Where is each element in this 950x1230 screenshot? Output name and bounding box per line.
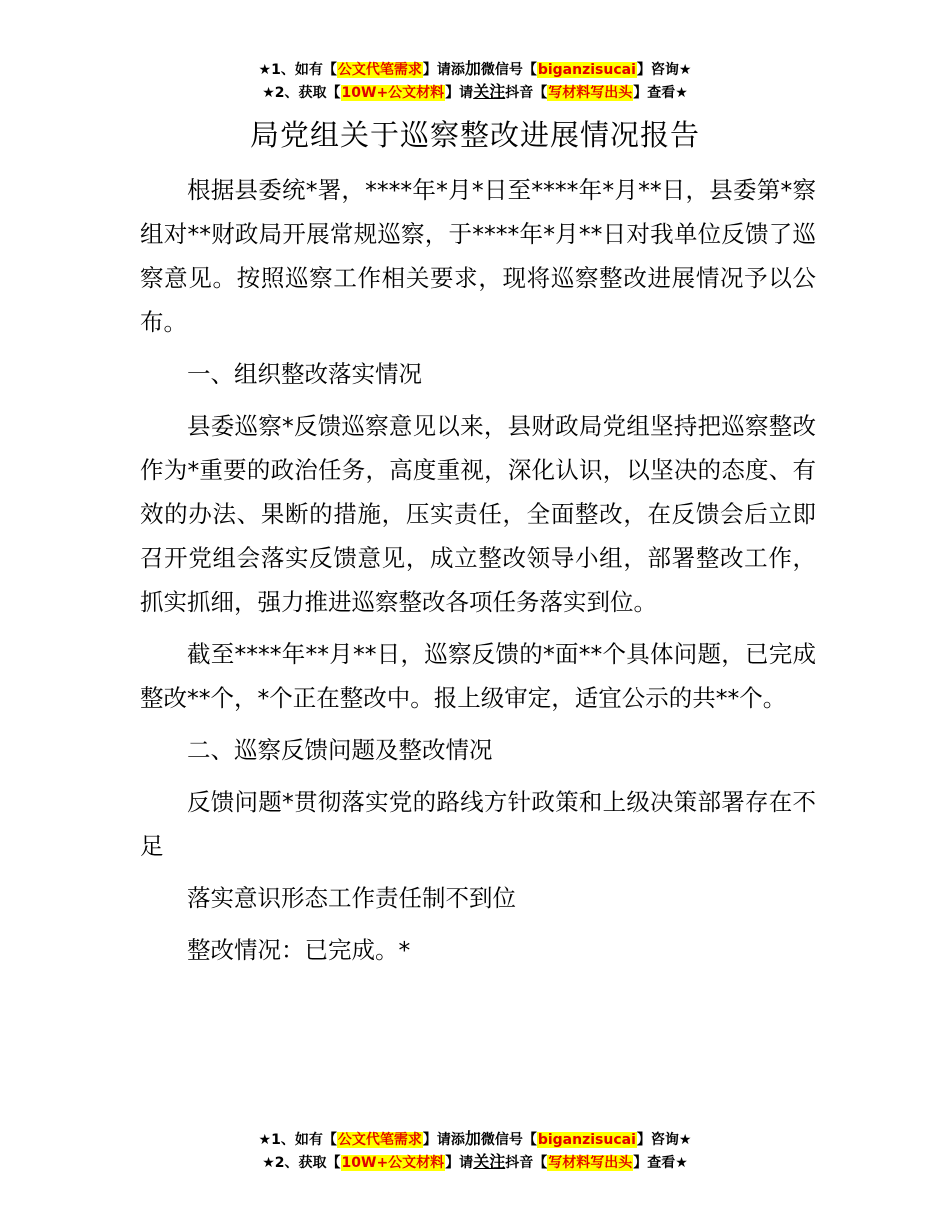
paragraph-issue: 反馈问题*贯彻落实党的路线方针政策和上级决策部署存在不足	[140, 788, 816, 860]
banner-text: 】咨询★	[636, 62, 692, 78]
paragraph-organization: 县委巡察*反馈巡察意见以来，县财政局党组坚持把巡察整改作为*重要的政治任务，高度重视，深化认识，以坚决的态度、有效的办法、果断的措施，压实责任，全面整改，在反馈会后立即召开党组会落实反馈意见，成立整改领导小组，部署整改工作，抓实抓细，强力推进巡察整改各项任务落实到位。	[140, 412, 816, 616]
banner-text: 】请添	[422, 1132, 465, 1148]
banner-emphasis: 关注	[473, 1152, 506, 1171]
header-banner	[0, 58, 950, 104]
paragraph-status: 整改情况：已完成。*	[187, 936, 411, 964]
document-title: 局党组关于巡察整改进展情况报告	[249, 118, 700, 152]
section-heading-1: 一、组织整改落实情况	[187, 360, 422, 388]
banner-text: 】请	[445, 85, 474, 101]
banner-text: ★1、如有【	[258, 62, 337, 78]
banner-line-1	[0, 58, 950, 81]
footer-banner	[0, 1128, 950, 1174]
banner-text: ★2、获取【	[262, 1155, 341, 1171]
banner-text: 】请	[445, 1155, 474, 1171]
paragraph-progress: 截至****年**月**日，巡察反馈的*面**个具体问题，已完成整改**个，*个正在整改中。报上级审定，适宜公示的共**个。	[140, 640, 816, 712]
section-heading-2: 二、巡察反馈问题及整改情况	[187, 736, 493, 764]
banner-line-2	[0, 81, 950, 104]
banner-emphasis: 加	[464, 59, 481, 78]
banner-line-1	[0, 1128, 950, 1151]
banner-text: 微信号【	[480, 62, 537, 78]
banner-text: 抖音【	[505, 1155, 548, 1171]
wechat-id-highlight: biganzisucai	[537, 1132, 636, 1148]
banner-line-2	[0, 1151, 950, 1174]
banner-text: 】查看★	[633, 85, 688, 101]
wechat-id-highlight: biganzisucai	[537, 62, 636, 78]
paragraph-intro: 根据县委统*署，****年*月*日至****年*月**日，县委第*察组对**财政局开展常规巡察，于****年*月**日对我单位反馈了巡察意见。按照巡察工作相关要求，现将巡察整改进展情况予以公布。	[140, 176, 816, 336]
highlight-text: 10W+公文材料	[341, 1155, 445, 1171]
banner-text: 】请添	[422, 62, 465, 78]
banner-text: ★1、如有【	[258, 1132, 337, 1148]
highlight-text: 10W+公文材料	[341, 85, 445, 101]
highlight-text: 公文代笔需求	[337, 1132, 422, 1148]
banner-text: 微信号【	[480, 1132, 537, 1148]
banner-text: 】查看★	[633, 1155, 688, 1171]
douyin-highlight: 写材料写出头	[548, 85, 633, 101]
banner-text: 抖音【	[505, 85, 548, 101]
banner-text: 】咨询★	[636, 1132, 692, 1148]
douyin-highlight: 写材料写出头	[548, 1155, 633, 1171]
banner-emphasis: 关注	[473, 82, 506, 101]
highlight-text: 公文代笔需求	[337, 62, 422, 78]
paragraph-issue-detail: 落实意识形态工作责任制不到位	[187, 884, 516, 912]
banner-emphasis: 加	[464, 1129, 481, 1148]
banner-text: ★2、获取【	[262, 85, 341, 101]
document-body	[140, 168, 816, 980]
